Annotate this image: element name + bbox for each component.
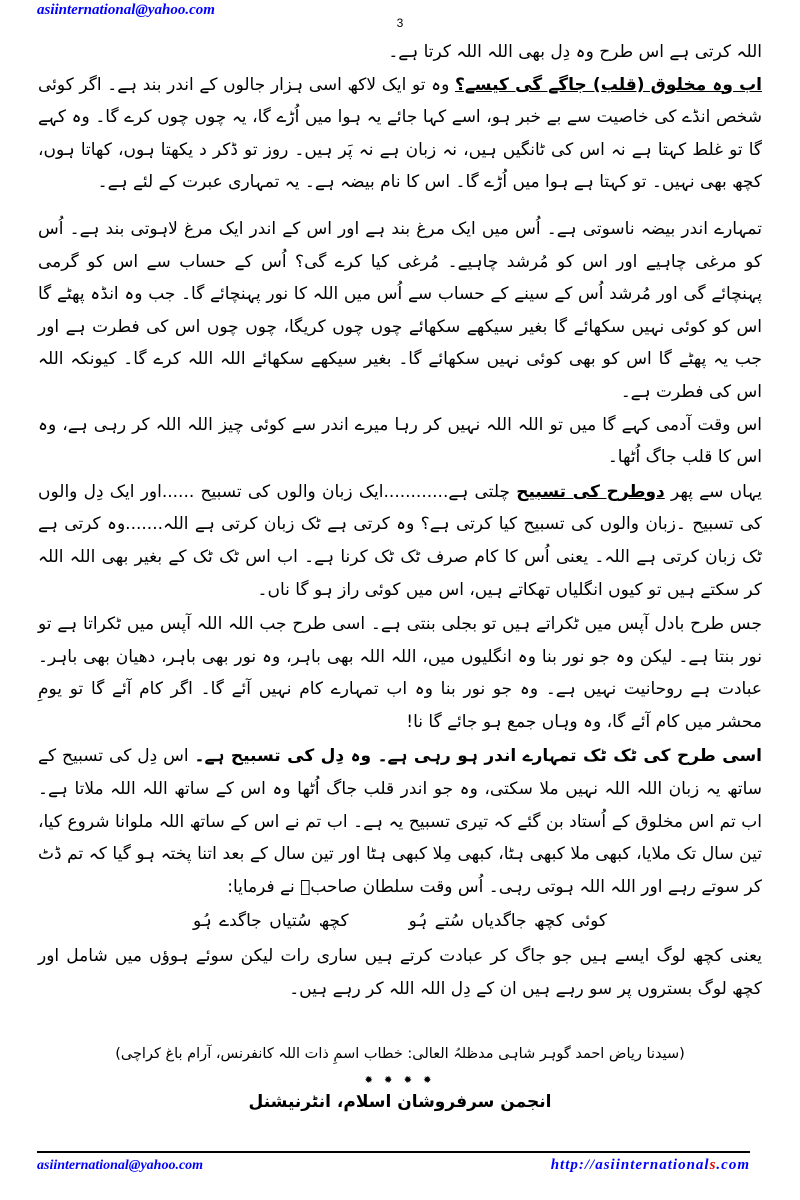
paragraph-heart-tasbih: [38, 740, 762, 903]
paragraph-intro: اللہ کرتی ہے اس طرح وہ دِل بھی اللہ اللہ کرتا ہے۔: [388, 42, 762, 62]
url-prefix: http://asiinternational: [550, 1157, 710, 1173]
url-highlight: s: [709, 1157, 717, 1173]
organization-name: انجمن سرفروشان اسلام، انٹرنیشنل: [248, 1092, 552, 1112]
paragraph-text: چلتی ہے............ایک زبان والوں کی تسبیح ......اور ایک دِل والوں کی تسبیح ۔زبان والوں کی تسبیح کیا کرتی ہے؟ وہ کرتی ہے ٹک زبان کرتی ہے اللہ.......وہ کرتی ہے ٹک زبان کرتی ہے اللہ۔ یعنی اُس کا کام صرف ٹک ٹک کرنا ہے۔ اب اس ٹک ٹک کے بغیر بھی اللہ اللہ کر سکتے ہیں تو کیوں انگلیاں تھکاتے ہیں، اس میں کوئی راز ہو گا ناں۔: [38, 481, 762, 600]
section-heading-qalb: اب وہ مخلوق (قلب) جاگے گی کیسے؟: [454, 74, 762, 95]
paragraph-text: وہ تو ایک لاکھ اسی ہزار جالوں کے اندر بند ہے۔ اگر کوئی شخص انڈے کی خاصیت سے بے خبر ہو، اسے کہا جائے یہ ہوا میں اُڑے گا، یہ چوں چوں کرے گا۔ وہ کہے گا تو غلط کہتا ہے نہ اس کی ٹانگیں ہیں، نہ زبان ہے نہ پَر ہیں۔ روز تو ڈکر د یکھتا ہوں، کھاتا ہوں، کچھ بھی نہیں۔ تو کہتا ہے ہوا میں اُڑے گا۔ اس کا نام بیضہ ہے۔ یہ تمہاری عبرت کے لئے ہے۔: [38, 74, 762, 193]
header-email-link[interactable]: asiinternational@yahoo.com: [37, 2, 215, 18]
footer-divider: [37, 1151, 750, 1153]
page-number: 3: [396, 16, 404, 30]
paragraph-qalb-awakening: [38, 69, 762, 199]
article-body: [38, 36, 762, 1005]
paragraph-egg-analogy: تمہارے اندر بیضہ ناسوتی ہے۔ اُس میں ایک مرغ بند ہے اور اس کے اندر ایک مرغ لاہوتی بند ہے۔ اُس کو مرغی چاہیے اور اس کو مُرشد چاہیے۔ مُرغی کیا کرے گی؟ اُس کے حساب سے اس کو گرمی پہنچائے گی اور مُرشد اُس کے سینے کے حساب سے اُس میں اللہ کا نور پہنچائے گا۔ جب وہ انڈہ پھٹے گا اس کو کوئی نہیں سکھائے گا بغیر سیکھے سکھائے چوں چوں کریگا، چوں چوں اس کی فطرت ہے اور جب یہ پھٹے گا اس کو بھی کوئی نہیں سکھائے گا۔ بغیر سیکھے سکھائے اللہ اللہ کرے گا۔ کیونکہ اللہ اس کی فطرت ہے۔: [38, 218, 762, 402]
paragraph-text: اس دِل کی تسبیح کے ساتھ یہ زبان اللہ اللہ نہیں ملا سکتی، وہ جو اندر قلب جاگ اُٹھا وہ اس کے ساتھ اللہ اللہ ملاتا ہے۔ اب تم اس مخلوق کے اُستاد بن گئے کہ تیری تسبیح یہ ہے۔ اب تم نے اس کے ساتھ اللہ ملوانا شروع کیا، تین سال تک ملایا، کبھی ملا کبھی ہٹا، کبھی مِلا کبھی ہٹا اور تین سال کے بعد اتنا پختہ ہو گیا کہ تم ڈٹ کر سوتے رہے اور اللہ اللہ ہوتی رہی۔ اُس وقت سلطان صاحبؒ نے فرمایا:: [38, 746, 762, 897]
verse-line-2: کچھ سُتیاں جاگدے ہُو: [193, 911, 349, 932]
paragraph-heart-awakes: اس وقت آدمی کہے گا میں تو اللہ اللہ نہیں کر رہا میرے اندر سے کوئی چیز اللہ اللہ کر رہی ہے، وہ اس کا قلب جاگ اُٹھا۔: [38, 414, 762, 468]
paragraph-clouds-analogy: جس طرح بادل آپس میں ٹکراتے ہیں تو بجلی بنتی ہے۔ اسی طرح جب اللہ اللہ آپس میں ٹکراتا ہے تو نور بنتا ہے۔ لیکن وہ جو نور بنا وہ انگلیوں میں، اللہ اللہ بھی باہر، وہ نور بھی باہر، دھیان بھی باہر۔ عبادت ہے روحانیت نہیں ہے۔ وہ جو نور بنا وہ اب تمہارے کام نہیں آئے گا۔ اگر کام آئے گا تو یومِ محشر میں کام آئے گا، وہ وہاں جمع ہو جائے گا نا!: [38, 614, 762, 732]
footer-email-link[interactable]: asiinternational@yahoo.com: [37, 1158, 204, 1173]
paragraph-two-tasbih: [38, 476, 762, 606]
poetry-verse: [38, 905, 762, 938]
section-heading-heart-tasbih: اسی طرح کی ٹک ٹک تمہارے اندر ہو رہی ہے۔ وہ دِل کی تسبیح ہے۔: [194, 746, 762, 767]
star-ornament-icon: ✹ ✹ ✹ ✹: [364, 1075, 436, 1086]
citation: (سیدنا ریاض احمد گوہر شاہی مدظلہُ العالی: خطاب اسمِ ذات اللہ کانفرنس، آرام باغ کراچی): [115, 1046, 685, 1062]
paragraph-conclusion: یعنی کچھ لوگ ایسے ہیں جو جاگ کر عبادت کرتے ہیں ساری رات لیکن سوئے ہوؤں میں شامل اور کچھ لوگ بستروں پر سو رہے ہیں ان کے دِل اللہ اللہ کر رہے ہیں۔: [38, 946, 762, 999]
footer-website-link[interactable]: [551, 1157, 750, 1174]
paragraph-text: یہاں سے پھر: [664, 481, 762, 502]
section-heading-two-tasbih: دوطرح کی تسبیح: [516, 481, 665, 502]
verse-line-1: کوئی کچھ جاگدیاں سُتے ہُو: [408, 911, 607, 932]
url-suffix: .com: [716, 1157, 750, 1173]
